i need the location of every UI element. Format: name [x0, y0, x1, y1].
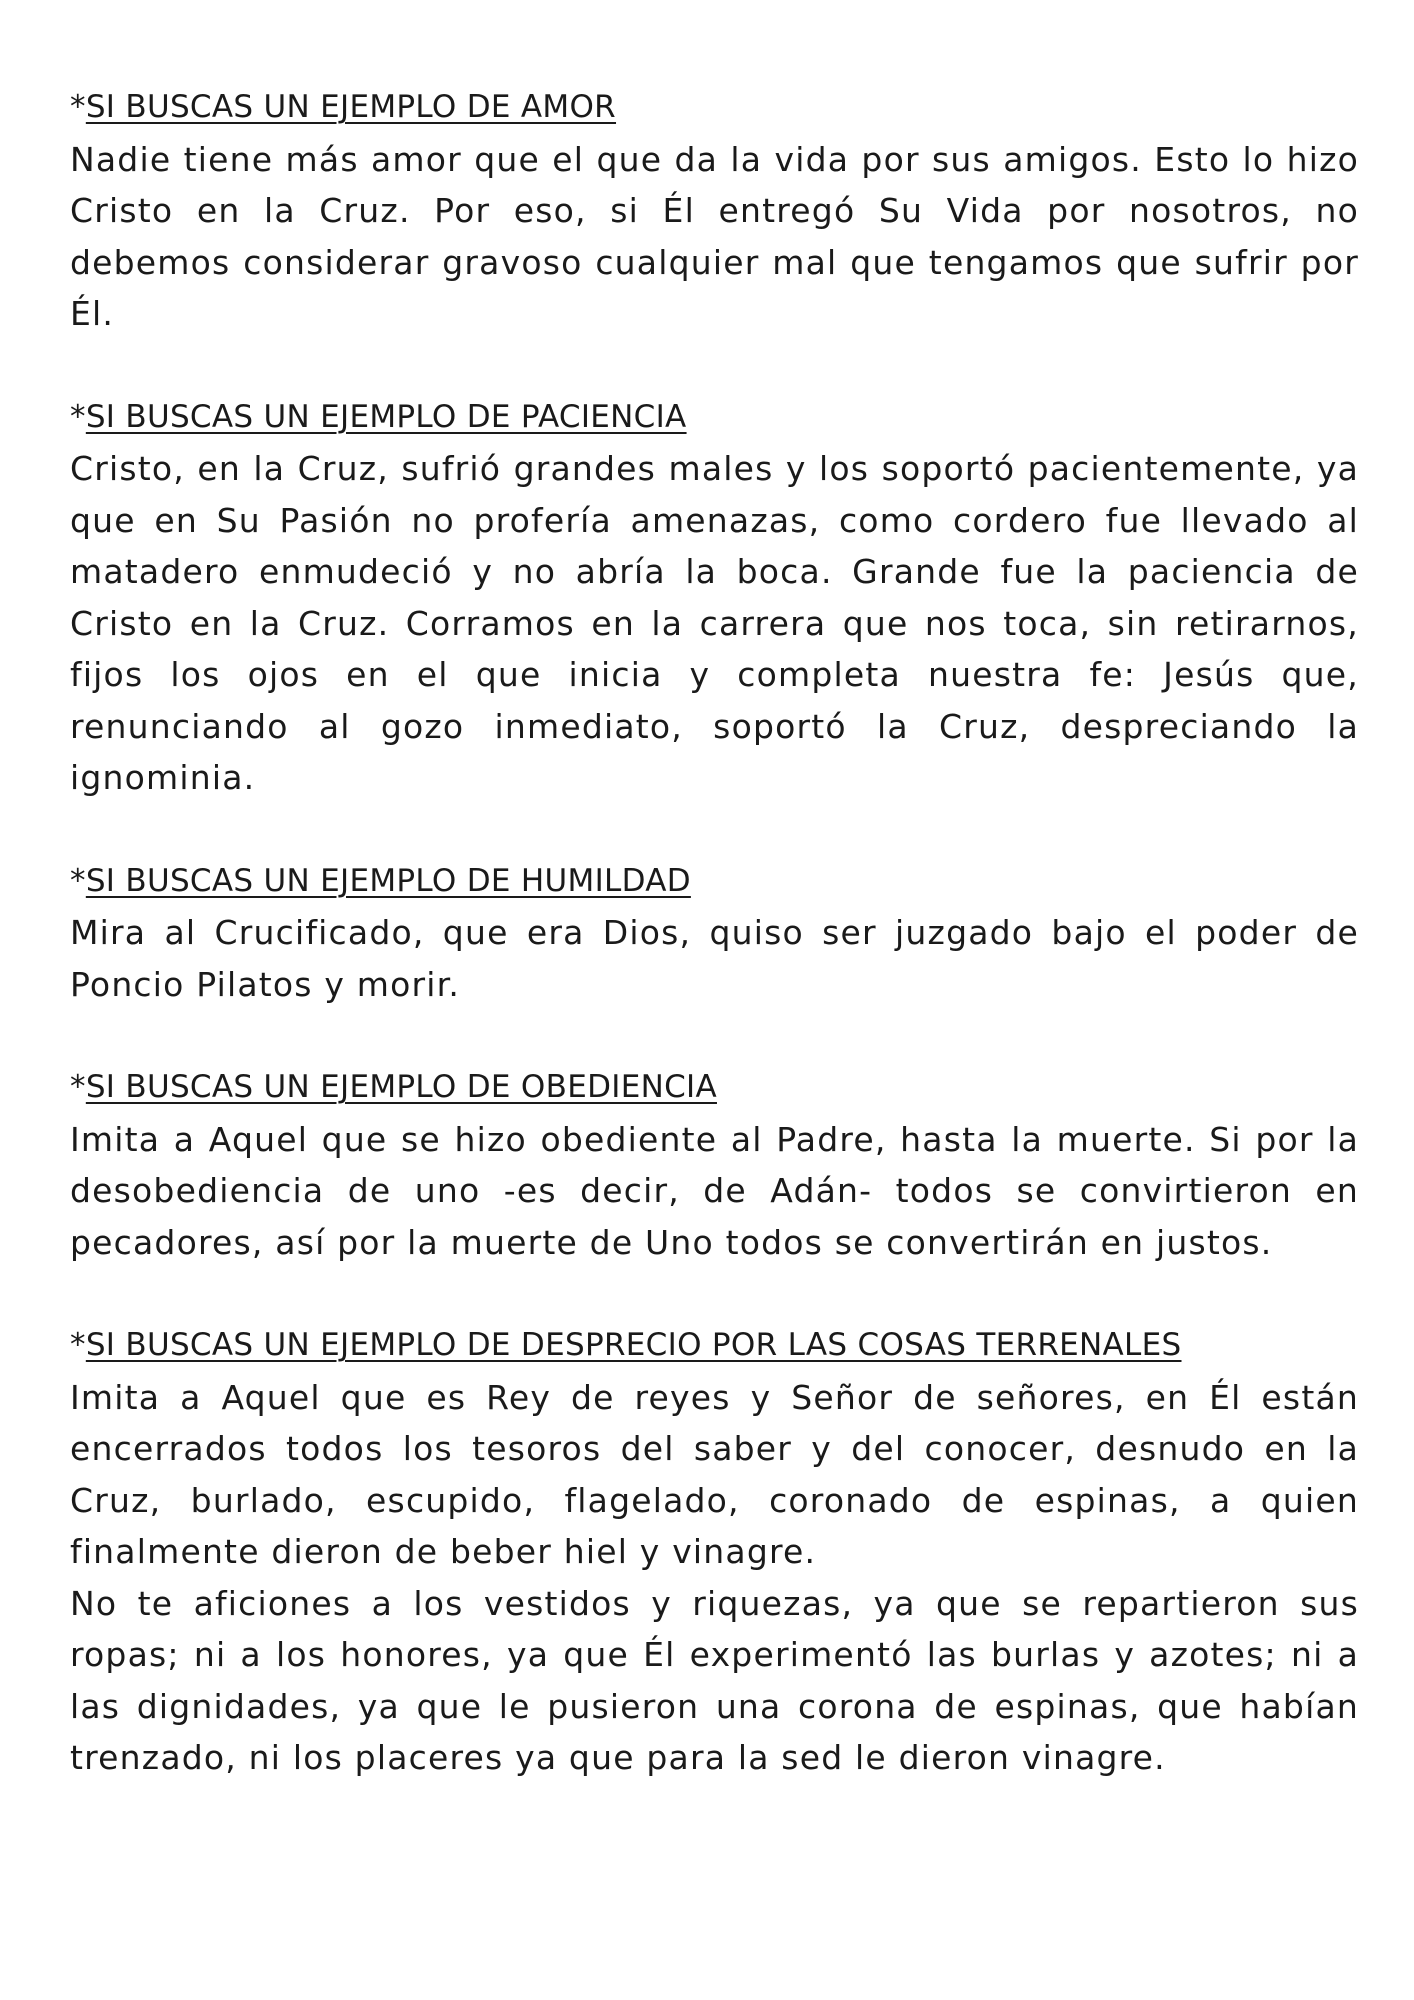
section-humildad	[70, 856, 1359, 1011]
heading-title: SI BUSCAS UN EJEMPLO DE AMOR	[85, 89, 617, 125]
section-paragraph: Nadie tiene más amor que el que da la vida por sus amigos. Esto lo hizo Cristo en la Cruz. Por eso, si Él entregó Su Vida por nosotros, no debemos considerar gravoso cualquier mal que tengamos que sufrir por Él.	[70, 139, 1359, 333]
heading-marker: *	[70, 862, 86, 899]
heading-title: SI BUSCAS UN EJEMPLO DE OBEDIENCIA	[85, 1069, 717, 1105]
section-obediencia	[70, 1062, 1359, 1268]
document-page	[70, 82, 1359, 1836]
heading-title: SI BUSCAS UN EJEMPLO DE PACIENCIA	[85, 398, 687, 435]
section-amor	[70, 82, 1359, 340]
section-paragraph: Mira al Crucificado, que era Dios, quiso ser juzgado bajo el poder de Poncio Pilatos y morir.	[70, 913, 1359, 1004]
heading-title: SI BUSCAS UN EJEMPLO DE HUMILDAD	[85, 862, 691, 899]
section-paragraph: Cristo, en la Cruz, sufrió grandes males y los soportó pacientemente, ya que en Su Pasión no profería amenazas, como cordero fue llevado al matadero enmudeció y no abría la boca. Grande fue la paciencia de Cristo en la Cruz. Corramos en la carrera que nos toca, sin retirarnos, fijos los ojos en el que inicia y completa nuestra fe: Jesús que, renunciando al gozo inmediato, soportó la Cruz, despreciando la ignominia.	[70, 449, 1359, 797]
section-desprecio	[70, 1320, 1359, 1784]
heading-marker: *	[70, 398, 86, 435]
heading-marker: *	[70, 89, 86, 125]
section-paragraph: Imita a Aquel que se hizo obediente al Padre, hasta la muerte. Si por la desobediencia de uno -es decir, de Adán- todos se convirtieron en pecadores, así por la muerte de Uno todos se convertirán en justos.	[70, 1119, 1359, 1262]
heading-marker: *	[70, 1069, 86, 1105]
section-paragraph: Imita a Aquel que es Rey de reyes y Señor de señores, en Él están encerrados todos los tesoros del saber y del conocer, desnudo en la Cruz, burlado, escupido, flagelado, coronado de espinas, a quien finalmente dieron de beber hiel y vinagre.	[70, 1377, 1359, 1571]
heading-title: SI BUSCAS UN EJEMPLO DE DESPRECIO POR LAS COSAS TERRENALES	[85, 1327, 1182, 1363]
section-paragraph: No te aficiones a los vestidos y riquezas, ya que se repartieron sus ropas; ni a los honores, ya que Él experimentó las burlas y azotes; ni a las dignidades, ya que le pusieron una corona de espinas, que habían trenzado, ni los placeres ya que para la sed le dieron vinagre.	[70, 1583, 1359, 1777]
section-heading	[70, 1320, 1359, 1372]
section-heading	[70, 82, 1359, 134]
section-paciencia	[70, 392, 1359, 804]
section-heading	[70, 1062, 1359, 1114]
heading-marker: *	[70, 1327, 86, 1363]
section-heading	[70, 856, 1359, 908]
section-heading	[70, 392, 1359, 444]
